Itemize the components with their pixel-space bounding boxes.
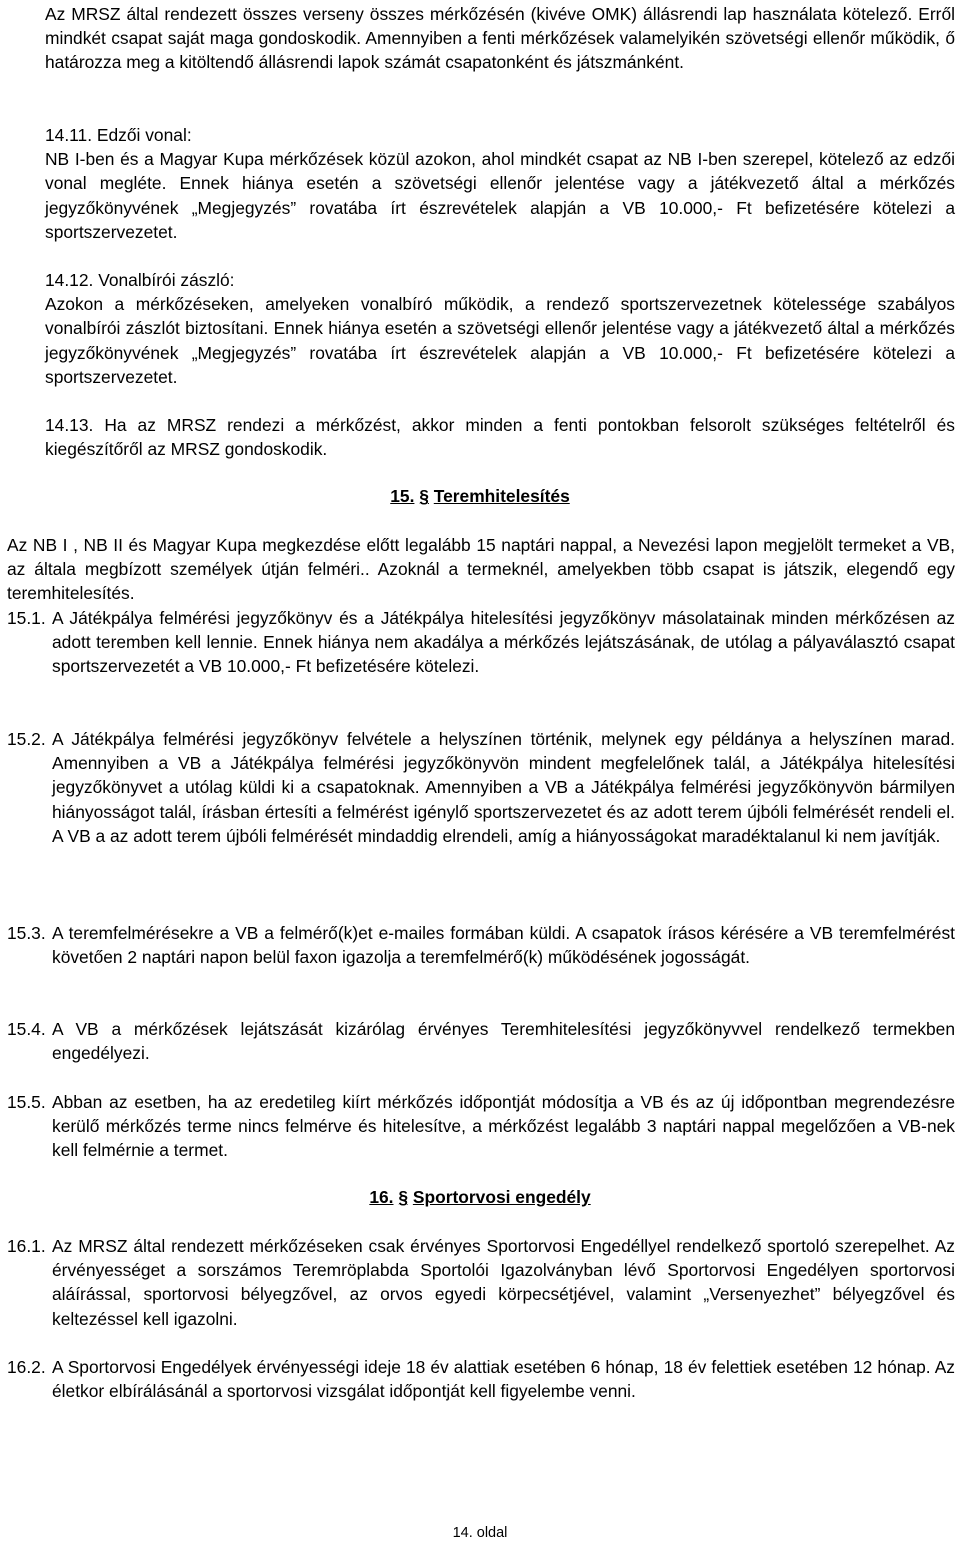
rule-text: A VB a mérkőzések lejátszását kizárólag érvényes Teremhitelesítési jegyzőkönyvvel rendelkező termekben engedélyezi. xyxy=(52,1019,955,1064)
rule-number: 15.3. xyxy=(7,923,46,943)
rule-15-5 xyxy=(7,1090,955,1163)
rule-text: A Játékpálya felmérési jegyzőkönyv felvétele a helyszínen történik, melynek egy példánya a helyszínen marad. Amennyiben a VB a Játékpálya felmérési jegyzőkönyvön mindent megfelelőnek talál, a Játékpálya hitelesítési jegyzőkönyvet a utólag küldi ki a csapatoknak. Amennyiben a VB a Játékpálya felmérési jegyzőkönyvön bármilyen hiányosságot talál, írásban értesíti a felmérést igénylő sportszervezetet és az adott terem újbóli felmérését rendeli el. A VB a az adott terem újbóli felmérését mindaddig elrendeli, amíg a hiányosságokat maradéktalanul ki nem javítják. xyxy=(52,729,955,846)
section-mark: § xyxy=(419,486,429,506)
rule-number: 15.1. xyxy=(7,608,46,628)
rule-number: 14.12. xyxy=(45,270,94,290)
section-15-intro: Az NB I , NB II és Magyar Kupa megkezdése előtt legalább 15 naptári nappal, a Nevezési lapon megjelölt termeket a VB, az általa megbízott személyek útján felméri.. Azoknál a termeknél, amelyekben több csapat is játszik, elegendő egy teremhitelesítés. xyxy=(7,535,955,604)
rule-text: Az MRSZ által rendezett mérkőzéseken csak érvényes Sportorvosi Engedéllyel rendelkező sportoló szerepelhet. Az érvényességet a sorszámos Teremröplabda Sportolói Igazolványban lévő Sportorvosi Engedélyen sportorvosi aláírással, sportorvosi bélyegzővel, az orvos egyedi körpecsétjével, valamint „Versenyezhet” bélyegzővel és keltezéssel kell igazolni. xyxy=(52,1236,955,1329)
rule-number: 15.5. xyxy=(7,1092,46,1112)
rule-14-11 xyxy=(45,123,955,244)
rule-14-13 xyxy=(45,413,955,461)
rule-number: 14.13. xyxy=(45,415,94,435)
rule-text: A Játékpálya felmérési jegyzőkönyv és a Játékpálya hitelesítési jegyzőkönyv másolatainak minden mérkőzésen az adott teremben kell lennie. Ennek hiánya nem akadálya a mérkőzés lejátszásának, de utólag a pályaválasztó csapat sportszervezetét a VB 10.000,- Ft befizetésére kötelezi. xyxy=(52,608,955,677)
rule-14-13-text: Ha az MRSZ rendezi a mérkőzést, akkor minden a fenti pontokban felsorolt szükséges feltételről és kiegészítőről az MRSZ gondoskodik. xyxy=(45,415,955,460)
rule-number: 15.4. xyxy=(7,1019,46,1039)
section-mark: § xyxy=(398,1187,409,1207)
rule-text: A Sportorvosi Engedélyek érvényességi ideje 18 év alattiak esetében 6 hónap, 18 év felettiek esetében 12 hónap. Az életkor elbírálásánál a sportorvosi vizsgálat időpontját kell figyelembe venni. xyxy=(52,1357,955,1402)
rule-title: Vonalbírói zászló: xyxy=(98,270,235,290)
rule-title: Edzői vonal: xyxy=(96,125,192,145)
rule-number: 16.2. xyxy=(7,1357,46,1377)
page-number: 14. oldal xyxy=(452,1525,508,1541)
section-title: Teremhitelesítés xyxy=(433,486,570,506)
rule-14-11-text: NB I-ben és a Magyar Kupa mérkőzések közül azokon, ahol mindkét csapat az NB I-ben szerepel, kötelező az edzői vonal megléte. Ennek hiánya esetén a szövetségi ellenőr jelentése vagy a játékvezető által a mérkőzés jegyzőkönyvének „Megjegyzés” rovatába írt észrevételek alapján a VB 10.000,- Ft befizetésére kötelezi a sportszervezetet. xyxy=(45,149,955,242)
rule-15-3 xyxy=(7,921,955,969)
rule-14-12-text: Azokon a mérkőzéseken, amelyeken vonalbíró működik, a rendező sportszervezetnek kötelessége szabályos vonalbírói zászlót biztosítani. Ennek hiánya esetén a szövetségi ellenőr jelentése vagy a játékvezető által a mérkőzés jegyzőkönyvének „Megjegyzés” rovatába írt észrevételek alapján a VB 10.000,- Ft befizetésére kötelezi a sportszervezetet. xyxy=(45,294,955,387)
rule-14-11-heading xyxy=(45,123,955,147)
rule-15-4 xyxy=(7,1017,955,1065)
rule-14-12-heading xyxy=(45,268,955,292)
section-number: 15. xyxy=(390,486,415,506)
section-16-heading xyxy=(0,1185,960,1209)
rule-text: A teremfelmérésekre a VB a felmérő(k)et e-mailes formában küldi. A csapatok írásos kérésére a VB teremfelmérést követően 2 naptári napon belül faxon igazolja a teremfelmérő(k) működésének jogosságát. xyxy=(52,923,955,968)
rule-14-12 xyxy=(45,268,955,389)
rule-number: 14.11. xyxy=(45,125,93,145)
section-15-heading xyxy=(0,484,960,508)
rule-number: 15.2. xyxy=(7,729,46,749)
rule-15-2 xyxy=(7,727,955,848)
section-number: 16. xyxy=(369,1187,394,1207)
rule-number: 16.1. xyxy=(7,1236,46,1256)
intro-paragraph: Az MRSZ által rendezett összes verseny összes mérkőzésén (kivéve OMK) állásrendi lap használata kötelező. Erről mindkét csapat saját maga gondoskodik. Amennyiben a fenti mérkőzések valamelyikén szövetségi ellenőr működik, ő határozza meg a kitöltendő állásrendi lapok számát csapatonként és játszmánként. xyxy=(45,4,955,73)
rule-16-1 xyxy=(7,1234,955,1331)
rule-text: Abban az esetben, ha az eredetileg kiírt mérkőzés időpontját módosítja a VB és az új időpontban megrendezésre kerülő mérkőzés terme nincs felmérve és hitelesítve, a mérkőzést legalább 3 naptári nappal megelőzően a VB-nek kell felmérnie a termet. xyxy=(52,1092,955,1161)
rule-15-1 xyxy=(7,606,955,679)
rule-16-2 xyxy=(7,1355,955,1403)
section-title: Sportorvosi engedély xyxy=(412,1187,591,1207)
